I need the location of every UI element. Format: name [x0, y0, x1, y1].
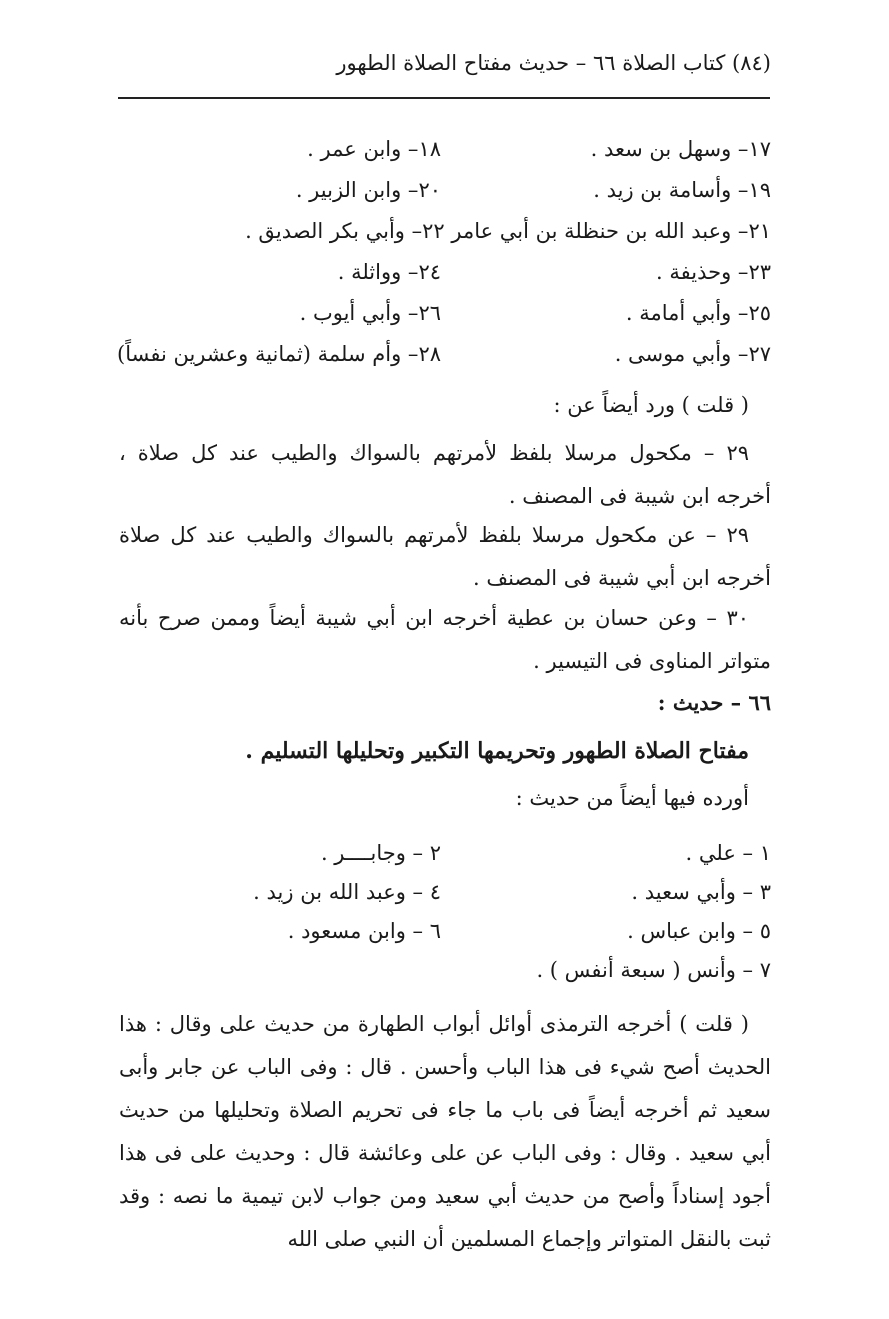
list-item: ٢٣– وحذيفة . — [656, 260, 771, 284]
list-item: ٤ – وعبد الله بن زيد . — [253, 880, 441, 904]
list-item: ٢١– وعبد الله بن حنظلة بن أبي عامر ٢٢– وأبي بكر الصديق . — [245, 219, 771, 243]
list-row — [119, 216, 771, 250]
hadith-number: ٦٦ – حديث : — [657, 690, 771, 715]
list-item: ١٨– وابن عمر . — [307, 137, 441, 161]
list-item: ١٩– وأسامة بن زيد . — [593, 178, 771, 202]
list-row — [119, 175, 771, 209]
list-item: ٥ – وابن عباس . — [627, 919, 771, 943]
paragraph-30: ٣٠ – وعن حسان بن عطية أخرجه ابن أبي شيبة أيضاً وممن صرح بأنه متواتر المناوى فى التيسير . — [119, 606, 771, 673]
list-item: ٢٤– وواثلة . — [337, 260, 441, 284]
list-item: ١٧– وسهل بن سعد . — [590, 137, 771, 161]
list-row — [119, 916, 771, 950]
list-row — [119, 134, 771, 168]
list-row — [119, 955, 771, 989]
list-item: ٢ – وجابــــر . — [320, 841, 441, 865]
final-paragraph: ( قلت ) أخرجه الترمذى أوائل أبواب الطهارة من حديث على وقال : هذا الحديث أصح شيء فى هذا الباب وأحسن . قال : وفى الباب عن جابر وأبى سعيد ثم أخرجه أيضاً فى باب ما جاء فى تحريم الصلاة وتحليلها من حديث أبي سعيد . وقال : وفى الباب عن على وعائشة قال : وحديث على فى هذا أجود إسناداً وأصح من حديث أبي سعيد ومن جواب لابن تيمية ما نصه : وقد ثبت بالنقل المتواتر وإجماع المسلمين أن النبي صلى الله — [119, 1012, 771, 1251]
list-item: ٢٧– وأبي موسى . — [614, 342, 771, 366]
list-row — [119, 838, 771, 872]
list-item: ٢٥– وأبي أمامة . — [625, 301, 771, 325]
paragraph-29b: ٢٩ – عن مكحول مرسلا بلفظ لأمرتهم بالسواك والطيب عند كل صلاة أخرجه ابن أبي شيبة فى المصنف . — [119, 523, 771, 590]
list-item: ١ – علي . — [685, 841, 771, 865]
list-row — [119, 877, 771, 911]
list-row — [119, 298, 771, 332]
list-item: ٦ – وابن مسعود . — [287, 919, 441, 943]
header-rule — [118, 97, 770, 99]
list-item: ٧ – وأنس ( سبعة أنفس ) . — [536, 958, 771, 982]
list-row — [119, 257, 771, 291]
list-item: ٢٨– وأم سلمة (ثمانية وعشرين نفساً) — [117, 342, 441, 366]
qult-line: ( قلت ) ورد أيضاً عن : — [553, 393, 749, 417]
list-item: ٢٠– وابن الزبير . — [295, 178, 441, 202]
paragraph-29a: ٢٩ – مكحول مرسلا بلفظ لأمرتهم بالسواك والطيب عند كل صلاة ، أخرجه ابن شيبة فى المصنف . — [119, 441, 771, 508]
list-item: ٣ – وأبي سعيد . — [631, 880, 771, 904]
list-row — [119, 339, 771, 373]
intro-line: أورده فيها أيضاً من حديث : — [515, 786, 749, 810]
hadith-title: مفتاح الصلاة الطهور وتحريمها التكبير وتحليلها التسليم . — [245, 738, 749, 764]
running-header: (٨٤) كتاب الصلاة ٦٦ – حديث مفتاح الصلاة الطهور — [336, 51, 771, 75]
list-item: ٢٦– وأبي أيوب . — [299, 301, 441, 325]
